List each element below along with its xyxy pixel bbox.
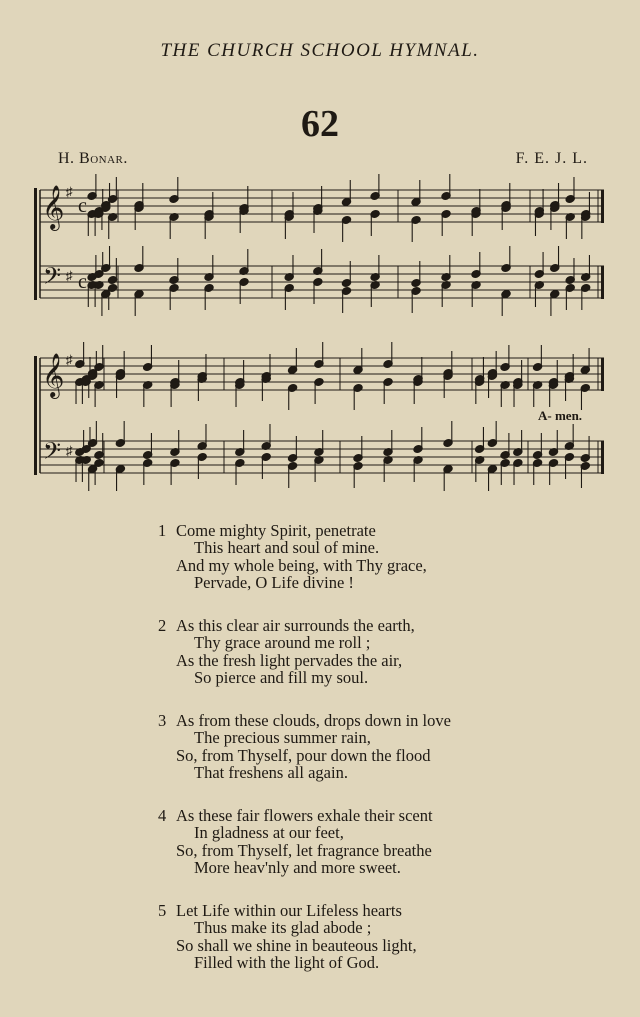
treble-clef-icon: 𝄞 bbox=[42, 185, 65, 229]
music-systems bbox=[34, 174, 604, 491]
verse-line: So, from Thyself, pour down the flood bbox=[176, 745, 431, 765]
bass-clef-icon: 𝄢 bbox=[43, 262, 62, 295]
treble-clef-icon: 𝄞 bbox=[42, 353, 65, 397]
sharp-icon: ♯ bbox=[66, 352, 73, 367]
verse-line: Thy grace around me roll ; bbox=[194, 633, 371, 653]
verse-line: Pervade, O Life divine ! bbox=[194, 573, 354, 593]
verse-number: 4 bbox=[158, 806, 167, 825]
common-time-icon: c bbox=[78, 271, 87, 293]
verse-line: That freshens all again. bbox=[194, 763, 348, 783]
music-score bbox=[0, 0, 640, 500]
author: H. Bonar. bbox=[58, 150, 128, 167]
composer: F. E. J. L. bbox=[515, 150, 588, 167]
verse-line: As the fresh light pervades the air, bbox=[176, 650, 403, 670]
verse-line: Filled with the light of God. bbox=[194, 953, 380, 973]
system-bracket bbox=[34, 356, 37, 475]
verse-line: As from these clouds, drops down in love bbox=[176, 711, 451, 730]
verse-number: 5 bbox=[158, 901, 167, 920]
verse-line: As these fair flowers exhale their scent bbox=[176, 806, 433, 825]
verse-line: Let Life within our Lifeless hearts bbox=[176, 901, 402, 920]
hymn-number: 62 bbox=[301, 103, 339, 145]
verse-number: 3 bbox=[158, 711, 167, 730]
sharp-icon: ♯ bbox=[66, 184, 73, 199]
verse-5 bbox=[158, 902, 578, 972]
verse-line: As this clear air surrounds the earth, bbox=[176, 616, 415, 635]
verse-line: And my whole being, with Thy grace, bbox=[176, 555, 427, 575]
final-barline bbox=[601, 266, 604, 299]
final-barline bbox=[601, 358, 604, 391]
verse-line: In gladness at our feet, bbox=[194, 823, 344, 843]
verse-number: 2 bbox=[158, 616, 167, 635]
sharp-icon: ♯ bbox=[66, 268, 73, 283]
common-time-icon: c bbox=[78, 195, 87, 217]
final-barline bbox=[601, 190, 604, 223]
sharp-icon: ♯ bbox=[66, 443, 73, 458]
verse-line: So pierce and fill my soul. bbox=[194, 668, 369, 688]
verse-3 bbox=[158, 712, 578, 782]
final-barline bbox=[601, 441, 604, 474]
bass-clef-icon: 𝄢 bbox=[43, 437, 62, 470]
verse-2 bbox=[158, 617, 578, 687]
verse-1 bbox=[158, 522, 578, 592]
amen-lyric: A- men. bbox=[538, 408, 583, 423]
verse-number: 1 bbox=[158, 521, 167, 540]
verse-line: So shall we shine in beauteous light, bbox=[176, 935, 417, 955]
verse-line: Thus make its glad abode ; bbox=[194, 918, 372, 938]
verse-line: This heart and soul of mine. bbox=[194, 538, 380, 558]
verse-line: The precious summer rain, bbox=[194, 728, 371, 748]
running-head: THE CHURCH SCHOOL HYMNAL. bbox=[160, 40, 480, 61]
verse-line: More heav'nly and more sweet. bbox=[194, 858, 401, 878]
system-bracket bbox=[34, 188, 37, 300]
verse-line: So, from Thyself, let fragrance breathe bbox=[176, 840, 432, 860]
verse-4 bbox=[158, 807, 578, 877]
verse-line: Come mighty Spirit, penetrate bbox=[176, 521, 376, 540]
